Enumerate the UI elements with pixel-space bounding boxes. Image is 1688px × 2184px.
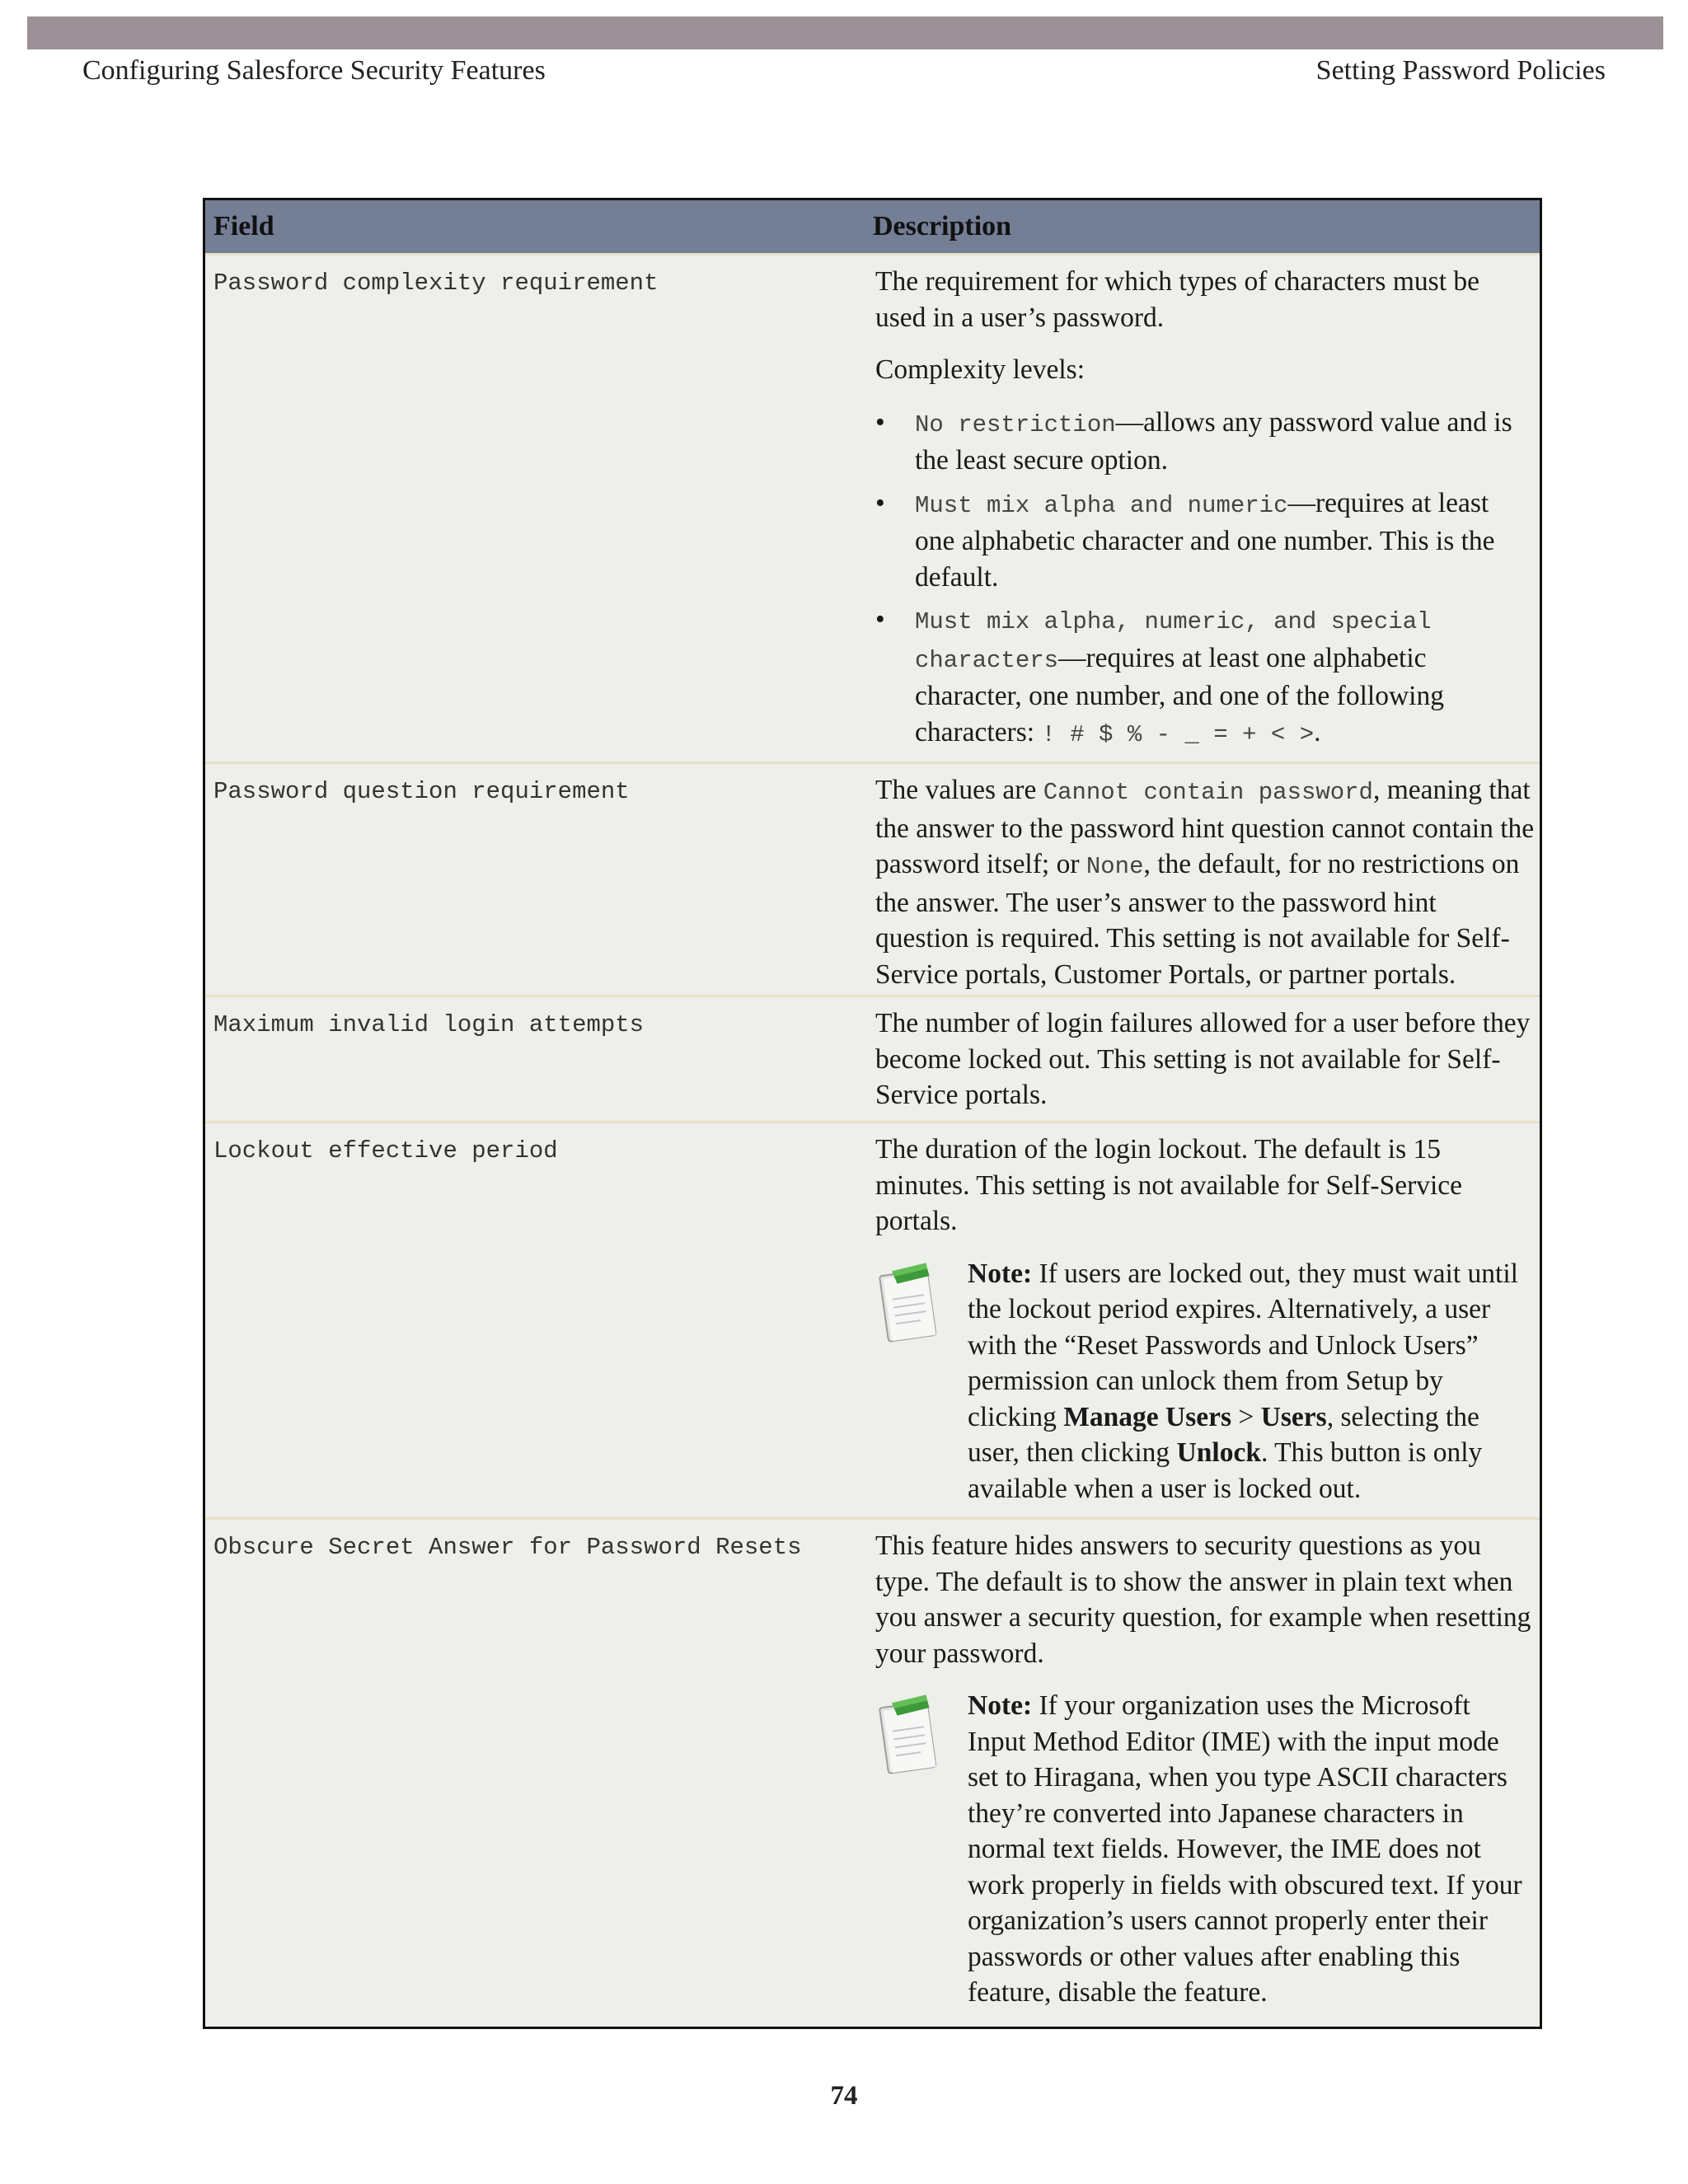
note-text xyxy=(968,1256,1535,1507)
level-text: —requires at least one alphabetic character and one number. This is the default. xyxy=(915,487,1495,593)
note-body: If your organization uses the Microsoft Input Method Editor (IME) with the input mode set to Hiragana, when you type ASCII characters they’re converted into Japanese characters in normal text fields. However, the IME does not work properly in fields with obscured text. If your organization’s users cannot properly enter their passwords or other values after enabling this feature, disable the feature. xyxy=(968,1690,1522,2008)
complexity-levels-list xyxy=(875,405,1535,753)
chapter-title: Configuring Salesforce Security Features xyxy=(82,55,546,86)
table-header xyxy=(205,200,1540,253)
level-code: No restriction xyxy=(915,410,1116,438)
complexity-levels-label: Complexity levels: xyxy=(875,354,1085,385)
note-label: Note: xyxy=(968,1690,1033,1721)
page-number: 74 xyxy=(830,2081,858,2111)
desc-text: This feature hides answers to security questions as you type. The default is to show the answer in plain text when you answer a security question, for example when resetting your password. xyxy=(875,1530,1531,1669)
bullet-icon: • xyxy=(875,487,885,518)
path-separator: > xyxy=(1231,1401,1261,1432)
table-row xyxy=(205,995,1540,1121)
list-item xyxy=(875,602,1535,752)
note-body: If users are locked out, they must wait until the lockout period expires. Alternatively, a user with the “Reset Passwords and Unlock Users” permission can unlock them from Setup by clicking xyxy=(968,1258,1518,1432)
desc-text: The duration of the login lockout. The default is 15 minutes. This setting is not available for Self-Service portals. xyxy=(875,1134,1463,1236)
field-name: Password question requirement xyxy=(213,778,630,805)
note-box xyxy=(875,1688,1535,2011)
note-icon xyxy=(875,1256,968,1507)
level-code: Must mix alpha and numeric xyxy=(915,491,1288,519)
field-description xyxy=(875,1520,1540,2022)
field-name: Lockout effective period xyxy=(213,1137,558,1165)
note-body: , selecting the user, then clicking xyxy=(968,1401,1479,1468)
description-intro: The requirement for which types of characters must be used in a user’s password. xyxy=(875,266,1479,333)
desc-text: The number of login failures allowed for a user before they become locked out. This setting is not available for Self-Service portals. xyxy=(875,1008,1531,1110)
field-name: Maximum invalid login attempts xyxy=(213,1011,645,1038)
top-bar xyxy=(27,16,1663,49)
level-end: . xyxy=(1314,716,1321,748)
level-code: Must mix alpha, numeric, and special characters xyxy=(915,608,1432,674)
bullet-icon: • xyxy=(875,406,885,438)
note-label: Note: xyxy=(968,1258,1033,1289)
list-item xyxy=(875,405,1535,479)
note-icon xyxy=(875,1688,968,2011)
note-box xyxy=(875,1256,1535,1507)
level-text: —allows any password value and is the least secure option. xyxy=(915,406,1512,476)
ui-path: Manage Users xyxy=(1063,1401,1232,1432)
ui-path: Users xyxy=(1260,1401,1327,1432)
field-description xyxy=(875,764,1540,995)
list-item xyxy=(875,485,1535,596)
note-text xyxy=(968,1688,1535,2011)
field-description xyxy=(875,1123,1540,1517)
description-column-header: Description xyxy=(873,211,1012,241)
field-name: Obscure Secret Answer for Password Resets xyxy=(213,1534,802,1561)
section-title: Setting Password Policies xyxy=(1315,55,1606,86)
bullet-icon: • xyxy=(875,604,885,635)
desc-text: , the default, for no restrictions on the answer. The user’s answer to the password hint question is required. This setting is not available for Self-Service portals, Customer Portals, or partner portals. xyxy=(875,849,1520,990)
special-characters: ! # $ % - _ = + < > xyxy=(1041,720,1315,748)
level-text: —requires at least one alphabetic character, one number, and one of the following characters: xyxy=(915,642,1444,748)
field-column-header: Field xyxy=(213,211,274,241)
field-description xyxy=(875,997,1540,1121)
table-row xyxy=(205,1121,1540,1517)
password-policy-table xyxy=(203,198,1542,2029)
table-row xyxy=(205,762,1540,995)
note-body: . This button is only available when a user is locked out. xyxy=(968,1437,1483,1504)
table-row xyxy=(205,1517,1540,2022)
table-row xyxy=(205,253,1540,762)
field-description xyxy=(875,255,1540,762)
desc-text: , meaning that the answer to the password hint question cannot contain the password itself; or xyxy=(875,775,1535,879)
field-name: Password complexity requirement xyxy=(213,269,659,297)
ui-button-name: Unlock xyxy=(1176,1437,1261,1468)
desc-text: The values are xyxy=(875,775,1043,805)
value-code: Cannot contain password xyxy=(1043,779,1373,806)
value-code: None xyxy=(1085,853,1144,880)
